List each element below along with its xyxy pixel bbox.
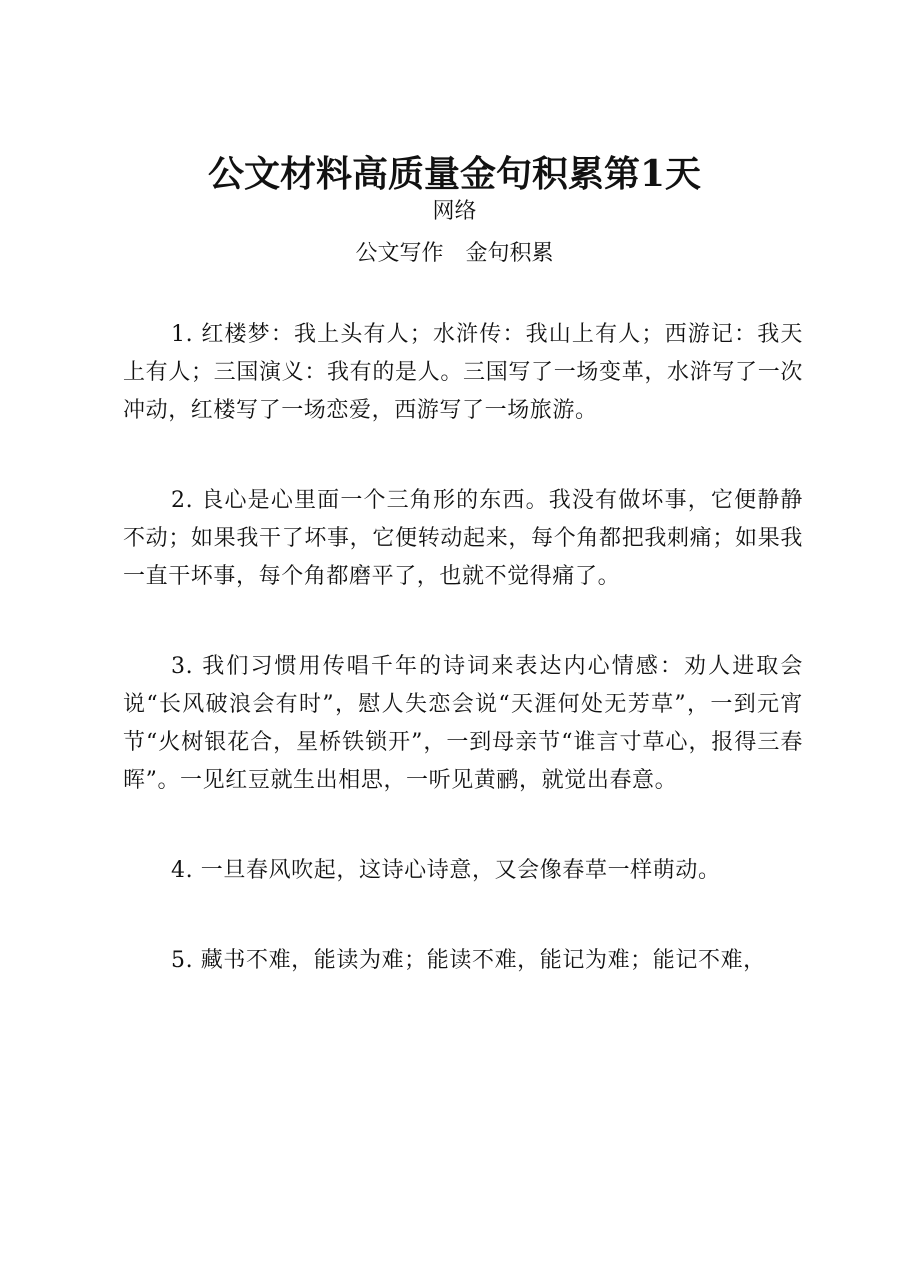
tag-item: 公文写作 (355, 241, 444, 266)
paragraph: 5. 藏书不难，能读为难；能读不难，能记为难；能记不难， (171, 948, 766, 973)
paragraph: 1. 红楼梦：我上头有人；水浒传：我山上有人；西游记：我天上有人；三国演义：我有的是人。三国写了一场变革，水浒写了一次冲动，红楼写了一场恋爱，西游写了一场旅游。 (123, 322, 803, 423)
document-body (123, 316, 803, 1032)
document-author: 网络 (432, 199, 477, 224)
paragraph: 2. 良心是心里面一个三角形的东西。我没有做坏事，它便静静不动；如果我干了坏事，它便转动起来，每个角都把我刺痛；如果我一直干坏事，每个角都磨平了，也就不觉得痛了。 (123, 488, 803, 589)
document-tags (0, 238, 909, 270)
paragraph: 4. 一旦春风吹起，这诗心诗意，又会像春草一样萌动。 (171, 858, 721, 883)
paragraph: 3. 我们习惯用传唱千年的诗词来表达内心情感：劝人进取会说“长风破浪会有时”，慰人失恋会说“天涯何处无芳草”，一到元宵节“火树银花合，星桥铁锁开”，一到母亲节“谁言寸草心，报得三春晖”。一见红豆就生出相思，一听见黄鹂，就觉出春意。 (123, 654, 803, 793)
tag-item: 金句积累 (465, 241, 554, 266)
document-title: 公文材料高质量金句积累第1天 (207, 153, 702, 195)
